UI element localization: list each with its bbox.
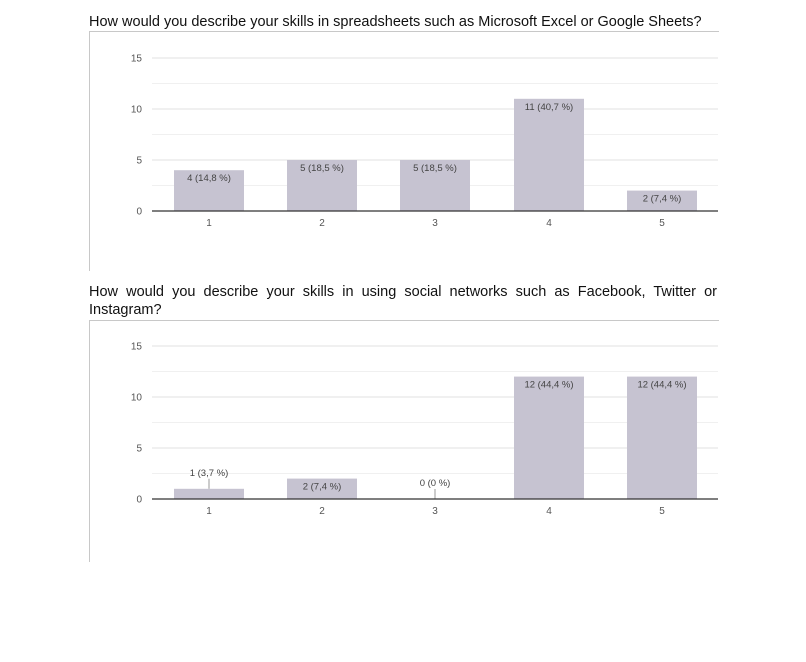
- data-label: 0 (0 %): [419, 478, 451, 489]
- data-label: 5 (18,5 %): [413, 163, 457, 174]
- data-label: 2 (7,4 %): [642, 193, 682, 205]
- x-tick-label: 2: [319, 506, 325, 517]
- data-label: 11 (40,7 %): [524, 101, 574, 113]
- x-tick-label: 4: [546, 506, 552, 517]
- x-tick-label: 3: [432, 506, 438, 517]
- x-tick-label: 2: [319, 218, 325, 229]
- chart-2-title: How would you describe your skills in using social networks such as Facebook, Twitter or Instagram?: [89, 284, 717, 318]
- y-tick-label: 15: [130, 53, 142, 65]
- data-label: 4 (14,8 %): [187, 173, 231, 185]
- bar: [627, 377, 697, 499]
- x-tick-label: 3: [432, 218, 438, 229]
- data-label: 1 (3,7 %): [189, 467, 229, 479]
- y-tick-label: 0: [136, 206, 142, 218]
- data-label: 12 (44,4 %): [524, 379, 574, 391]
- y-tick-label: 15: [130, 341, 142, 353]
- y-tick-label: 5: [136, 443, 142, 455]
- data-label: 2 (7,4 %): [302, 481, 342, 493]
- chart-1-title: How would you describe your skills in spreadsheets such as Microsoft Excel or Google Sheets?: [89, 14, 702, 30]
- x-tick-label: 5: [659, 506, 665, 517]
- y-tick-label: 10: [130, 104, 142, 116]
- x-tick-label: 1: [206, 218, 212, 229]
- bar: [514, 377, 584, 499]
- x-tick-label: 4: [546, 218, 552, 229]
- data-label: 5 (18,5 %): [300, 163, 344, 174]
- y-tick-label: 0: [136, 494, 142, 506]
- y-tick-label: 5: [136, 155, 142, 167]
- bar: [174, 489, 244, 499]
- x-tick-label: 1: [206, 506, 212, 517]
- data-label: 12 (44,4 %): [637, 379, 687, 391]
- x-tick-label: 5: [659, 218, 665, 229]
- y-tick-label: 10: [130, 392, 142, 404]
